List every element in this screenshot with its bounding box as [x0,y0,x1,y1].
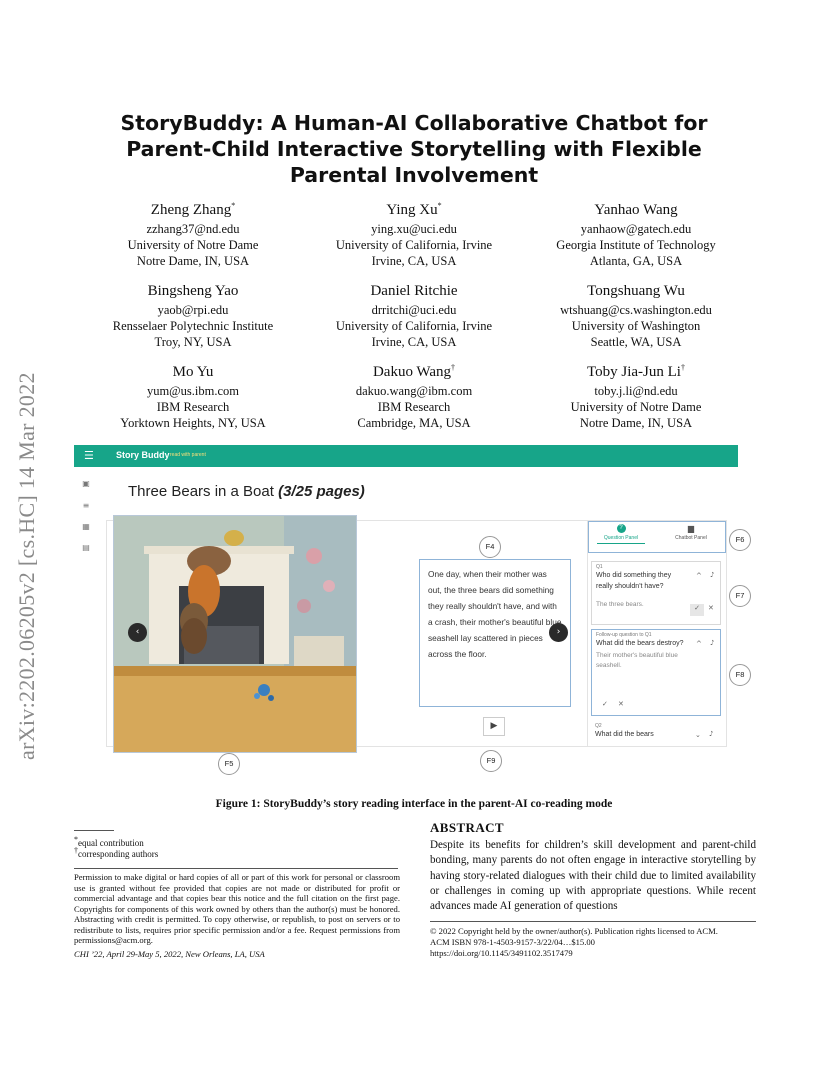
doi-link[interactable]: https://doi.org/10.1145/3491102.3517479 [430,948,573,958]
author-name: Mo Yu [172,364,214,380]
dashboard-icon[interactable]: ▦ [82,522,90,531]
microphone-icon[interactable]: ♪ [710,571,715,579]
copyright-block [430,926,760,959]
author-name: Daniel Ritchie [370,283,458,299]
label-f4: F4 [479,536,501,558]
app-topbar [74,445,738,467]
footnote-rule [74,830,114,831]
abstract-heading: ABSTRACT [430,820,504,835]
question-label: Q1 [596,564,603,570]
story-illustration [113,515,357,753]
author-location: Notre Dame, IN, USA [136,254,250,268]
check-icon[interactable]: ✓ [690,604,704,616]
author [516,277,756,350]
question-icon: ? [617,524,626,533]
author [73,196,313,269]
author-name: Toby Jia-Jun Li† [587,363,685,380]
abstract-body: Despite its benefits for children’s skill development and parent-child bonding, many parents do not often engage in interactive storytelling by having story-related dialogues with their child due to limited availability or challenges in coming up with appropriate questions. While recent advances made AI generation of questions [430,839,756,913]
question-text: Who did something they really shouldn't have? [596,572,672,590]
copyright-rule [430,921,756,922]
label-f8: F8 [729,664,751,686]
author-name: Tongshuang Wu [587,283,685,299]
author-location: Notre Dame, IN, USA [579,416,693,430]
author [294,358,534,431]
chevron-up-icon[interactable]: ^ [696,572,702,580]
settings-sliders-icon[interactable]: ≡ [82,501,90,510]
arxiv-stamp: arXiv:2202.06205v2 [cs.HC] 14 Mar 2022 [14,372,39,760]
author-affiliation: IBM Research [156,400,230,414]
author-email[interactable]: dakuo.wang@ibm.com [355,384,473,398]
question-card-q1 [591,561,721,625]
app-name: Story Buddy [116,450,170,460]
figure-1 [74,445,745,768]
tab-chatbot-panel[interactable]: ▆ Chatbot Panel [661,524,721,541]
author [73,358,313,431]
author-affiliation: University of Notre Dame [127,238,259,252]
bears-illustration [114,516,356,752]
author-location: Irvine, CA, USA [371,335,457,349]
library-icon[interactable]: ▣ [82,479,90,488]
author-location: Yorktown Heights, NY, USA [120,416,266,430]
story-text: One day, when their mother was out, the three bears did something they really shouldn't have, and with a crash, their mother's beautiful blue seashell lay scattered in pieces across the floor. [419,559,571,707]
author-email[interactable]: drritchi@uci.edu [371,303,457,317]
close-icon[interactable]: ✕ [618,700,624,708]
story-title [128,483,365,500]
author [294,277,534,350]
author-affiliation: Georgia Institute of Technology [556,238,716,252]
label-f6: F6 [729,529,751,551]
author-name: Yanhao Wang [594,202,678,218]
label-f7: F7 [729,585,751,607]
author-location: Irvine, CA, USA [371,254,457,268]
question-panel [587,520,727,747]
chevron-down-icon[interactable]: ⌄ [695,731,701,739]
question-card-followup [591,629,721,716]
author [516,358,756,431]
author-email[interactable]: yanhaow@gatech.edu [580,222,692,236]
author [294,196,534,269]
author [73,277,313,350]
menu-icon[interactable]: ☰ [84,449,94,462]
chat-icon: ▆ [687,524,695,533]
permission-notice: Permission to make digital or hard copies of all or part of this work for personal or classroom use is granted without fee provided that copies are not made or distributed for profit or commercial advantage and that copies bear this notice and the full citation on the first page. Copyrights for components of this work owned by others than the author(s) must be honored. Abstracting with credit is permitted. To copy otherwise, or republish, to post on servers or to redistribute to lists, requires prior specific permission and/or a fee. Request permissions from permissions@acm.org. [74,872,400,945]
author-email[interactable]: yum@us.ibm.com [146,384,240,398]
answer-text: The three bears. [596,601,644,608]
author [516,196,756,269]
author-email[interactable]: wtshuang@cs.washington.edu [560,303,712,317]
author-email[interactable]: zzhang37@nd.edu [146,222,240,236]
author-location: Atlanta, GA, USA [589,254,683,268]
author-location: Troy, NY, USA [154,335,232,349]
footnote-corresponding: †corresponding authors [74,846,159,859]
microphone-icon[interactable]: ♪ [710,639,715,647]
panel-tabs [588,521,726,553]
author-affiliation: University of Notre Dame [570,400,702,414]
close-icon[interactable]: ✕ [708,604,714,612]
previous-page-button[interactable]: ‹ [128,623,147,642]
figure-caption: Figure 1: StoryBuddy’s story reading interface in the parent-AI co-reading mode [215,798,613,810]
microphone-icon[interactable]: ♪ [709,730,714,738]
label-f9: F9 [480,750,502,772]
author-email[interactable]: yaob@rpi.edu [157,303,229,317]
question-text: What did the bears [595,731,654,738]
author-affiliation: University of Washington [571,319,701,333]
author-email[interactable]: toby.j.li@nd.edu [594,384,678,398]
question-label: Q2 [595,723,602,729]
question-card-q2 [591,721,721,745]
author-location: Cambridge, MA, USA [357,416,471,430]
card-icon[interactable]: ▤ [82,543,90,552]
copyright-line: © 2022 Copyright held by the owner/author(s). Publication rights licensed to ACM. [430,926,718,936]
footnote-equal: *equal contribution [74,835,144,848]
play-button[interactable]: ▶ [483,717,505,736]
author-name: Zheng Zhang* [150,201,236,218]
permission-rule [74,868,398,869]
page-counter: (3/25 pages) [278,483,365,500]
author-name: Bingsheng Yao [147,283,239,299]
story-title-text: Three Bears in a Boat [128,483,274,500]
venue: CHI ’22, April 29-May 5, 2022, New Orleans, LA, USA [74,949,265,959]
question-label: Follow-up question to Q1 [596,632,652,638]
question-text: What did the bears destroy? [596,640,684,647]
author-affiliation: Rensselaer Polytechnic Institute [112,319,274,333]
author-location: Seattle, WA, USA [590,335,682,349]
isbn-line: ACM ISBN 978-1-4503-9157-3/22/04…$15.00 [430,937,595,947]
check-icon[interactable]: ✓ [602,700,608,708]
answer-text: Their mother's beautiful blue seashell. [596,652,678,669]
author-affiliation: University of California, Irvine [335,319,493,333]
author-name: Dakuo Wang† [372,363,456,380]
paper-title: StoryBuddy: A Human-AI Collaborative Chatbot for Parent-Child Interactive Storytelling with Flexible Parental Involvement [120,111,708,187]
label-f5: F5 [218,753,240,775]
author-affiliation: University of California, Irvine [335,238,493,252]
tab-question-panel[interactable]: ? Question Panel [591,524,651,544]
author-email[interactable]: ying.xu@uci.edu [371,222,457,236]
next-page-button[interactable]: › [549,623,568,642]
app-subtitle: read with parent [170,452,206,458]
chevron-up-icon[interactable]: ^ [696,640,702,648]
author-affiliation: IBM Research [377,400,451,414]
author-name: Ying Xu* [386,201,442,218]
